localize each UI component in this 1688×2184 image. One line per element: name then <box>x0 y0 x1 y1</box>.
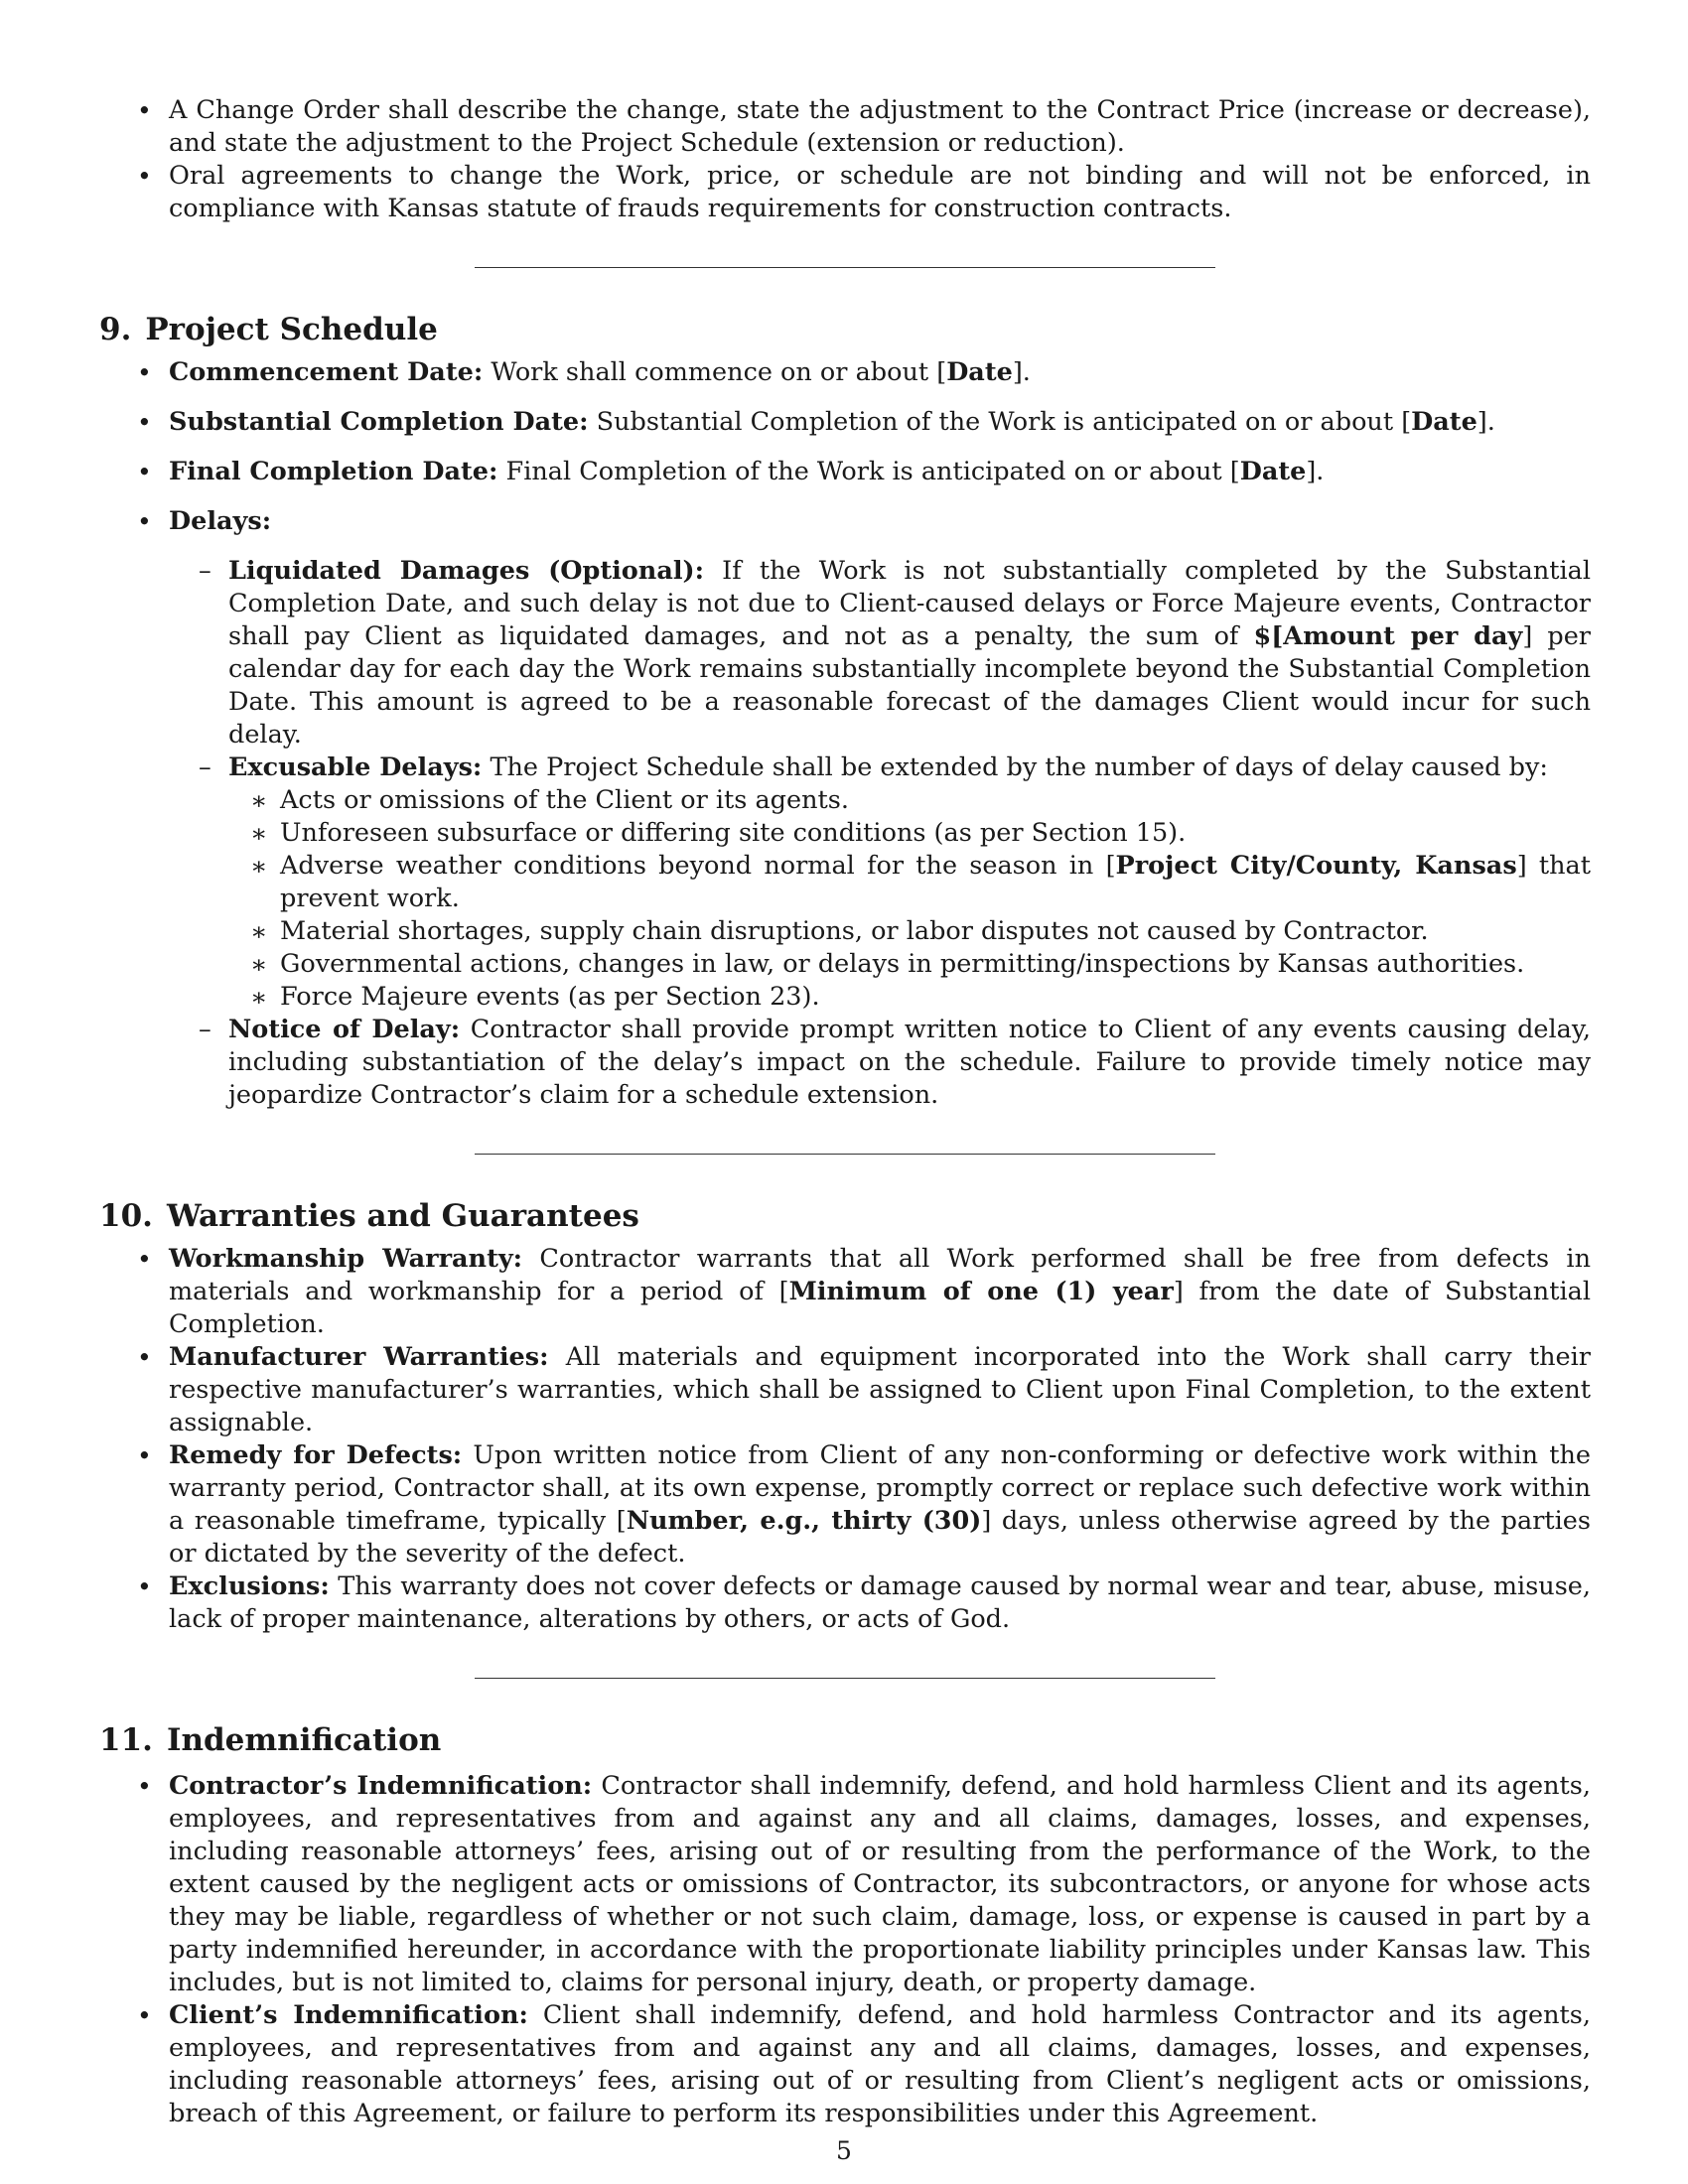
list-item: • Substantial Completion Date: Substantial Completion of the Work is anticipated on or about [Date]. <box>99 406 1591 439</box>
list-item: • A Change Order shall describe the change, state the adjustment to the Contract Price (increase or decrease), and state the adjustment to the Project Schedule (extension or reduction). <box>99 94 1591 160</box>
section-heading: 10. Warranties and Guarantees <box>99 1198 639 1234</box>
list-item: – Notice of Delay: Contractor shall provide prompt written notice to Client of any events causing delay, including substantiation of the delay’s impact on the schedule. Failure to provide timely notice may jeopardize Contractor’s claim for a schedule extension. <box>169 1014 1591 1112</box>
section-heading: 11. Indemnification <box>99 1722 442 1758</box>
list-item: – Excusable Delays: The Project Schedule shall be extended by the number of days of delay caused by: ∗ Acts or omissions of the Client or its agents. ∗ Unforeseen subsurface or differing site conditions (as per Section 15). ∗ Adverse weather conditions beyond normal for the season in [Project City/County, Kansas] that prevent work. ∗ Material shortages, supply chain disruptions, or labor disputes not caused by Contractor. ∗ Governmental actions, changes in law, or delays in permitting/inspections by Kansas authorities. ∗ Force Majeure events (as per Section 23). <box>169 751 1591 1014</box>
list-item: ∗ Governmental actions, changes in law, or delays in permitting/inspections by Kansas authorities. <box>228 948 1591 981</box>
list-item: ∗ Unforeseen subsurface or differing site conditions (as per Section 15). <box>228 817 1591 850</box>
list-item: ∗ Adverse weather conditions beyond normal for the season in [Project City/County, Kansas] that prevent work. <box>228 850 1591 915</box>
list-item: – Liquidated Damages (Optional): If the Work is not substantially completed by the Substantial Completion Date, and such delay is not due to Client-caused delays or Force Majeure events, Contractor shall pay Client as liquidated damages, and not as a penalty, the sum of $[Amount per day] per calendar day for each day the Work remains substantially incomplete beyond the Substantial Completion Date. This amount is agreed to be a reasonable forecast of the damages Client would incur for such delay. <box>169 555 1591 751</box>
list-item: ∗ Force Majeure events (as per Section 23). <box>228 981 1591 1014</box>
document-page <box>99 94 1591 2130</box>
section-9 <box>99 310 1591 1112</box>
section-11 <box>99 1720 1591 2130</box>
list-item: • Manufacturer Warranties: All materials and equipment incorporated into the Work shall carry their respective manufacturer’s warranties, which shall be assigned to Client upon Final Completion, to the extent assignable. <box>99 1341 1591 1439</box>
page-number: 5 <box>836 2136 852 2165</box>
list-item: ∗ Material shortages, supply chain disruptions, or labor disputes not caused by Contractor. <box>228 915 1591 948</box>
section-divider <box>475 1154 1215 1155</box>
section-heading: 9. Project Schedule <box>99 312 438 347</box>
list-item: • Workmanship Warranty: Contractor warrants that all Work performed shall be free from defects in materials and workmanship for a period of [Minimum of one (1) year] from the date of Substantial Completion. <box>99 1243 1591 1341</box>
list-item: • Commencement Date: Work shall commence on or about [Date]. <box>99 356 1591 389</box>
list-item: • Delays: – Liquidated Damages (Optional): If the Work is not substantially completed by the Substantial Completion Date, and such delay is not due to Client-caused delays or Force Majeure events, Contractor shall pay Client as liquidated damages, and not as a penalty, the sum of $[Amount per day] per calendar day for each day the Work remains substantially incomplete beyond the Substantial Completion Date. This amount is agreed to be a reasonable forecast of the damages Client would incur for such delay. – Excusable Delays: The Project Schedule shall be extended by the number of days of delay caused by: ∗ Acts or omissions of the Client or its agents. ∗ Unforeseen subsurface or differing site conditions (as per Section 15). ∗ Adverse weather conditions beyond normal for the season in [Project City/County, Kansas] that prevent work. ∗ Material shortages, supply chain disruptions, or labor disputes not caused by Contractor. ∗ Governmental actions, changes in law, or delays in permitting/inspections by Kansas authorities. ∗ Force Majeure events (as per Section 23). – Notice of Delay: Contractor shall provide prompt written notice to Client of any events causing delay, including substantiation of the delay’s impact on the schedule. Failure to provide timely notice may jeopardize Contractor’s claim for a schedule extension. <box>99 505 1591 1112</box>
list-item: • Contractor’s Indemnification: Contractor shall indemnify, defend, and hold harmless Client and its agents, employees, and representatives from and against any and all claims, damages, losses, and expenses, including reasonable attorneys’ fees, arising out of or resulting from the performance of the Work, to the extent caused by the negligent acts or omissions of Contractor, its subcontractors, or anyone for whose acts they may be liable, regardless of whether or not such claim, damage, loss, or expense is caused in part by a party indemnified hereunder, in accordance with the proportionate liability principles under Kansas law. This includes, but is not limited to, claims for personal injury, death, or property damage. <box>99 1770 1591 1999</box>
change-order-continuation <box>99 94 1591 225</box>
section-divider <box>475 1678 1215 1679</box>
list-item: • Oral agreements to change the Work, price, or schedule are not binding and will not be enforced, in compliance with Kansas statute of frauds requirements for construction contracts. <box>99 160 1591 225</box>
section-10 <box>99 1196 1591 1636</box>
list-item: • Final Completion Date: Final Completion of the Work is anticipated on or about [Date]. <box>99 456 1591 488</box>
section-divider <box>475 267 1215 268</box>
list-item: • Exclusions: This warranty does not cover defects or damage caused by normal wear and tear, abuse, misuse, lack of proper maintenance, alterations by others, or acts of God. <box>99 1570 1591 1636</box>
list-item: • Remedy for Defects: Upon written notice from Client of any non-conforming or defective work within the warranty period, Contractor shall, at its own expense, promptly correct or replace such defective work within a reasonable timeframe, typically [Number, e.g., thirty (30)] days, unless otherwise agreed by the parties or dictated by the severity of the defect. <box>99 1439 1591 1570</box>
list-item: • Client’s Indemnification: Client shall indemnify, defend, and hold harmless Contractor and its agents, employees, and representatives from and against any and all claims, damages, losses, and expenses, including reasonable attorneys’ fees, arising out of or resulting from Client’s negligent acts or omissions, breach of this Agreement, or failure to perform its responsibilities under this Agreement. <box>99 1999 1591 2130</box>
list-item: ∗ Acts or omissions of the Client or its agents. <box>228 784 1591 817</box>
